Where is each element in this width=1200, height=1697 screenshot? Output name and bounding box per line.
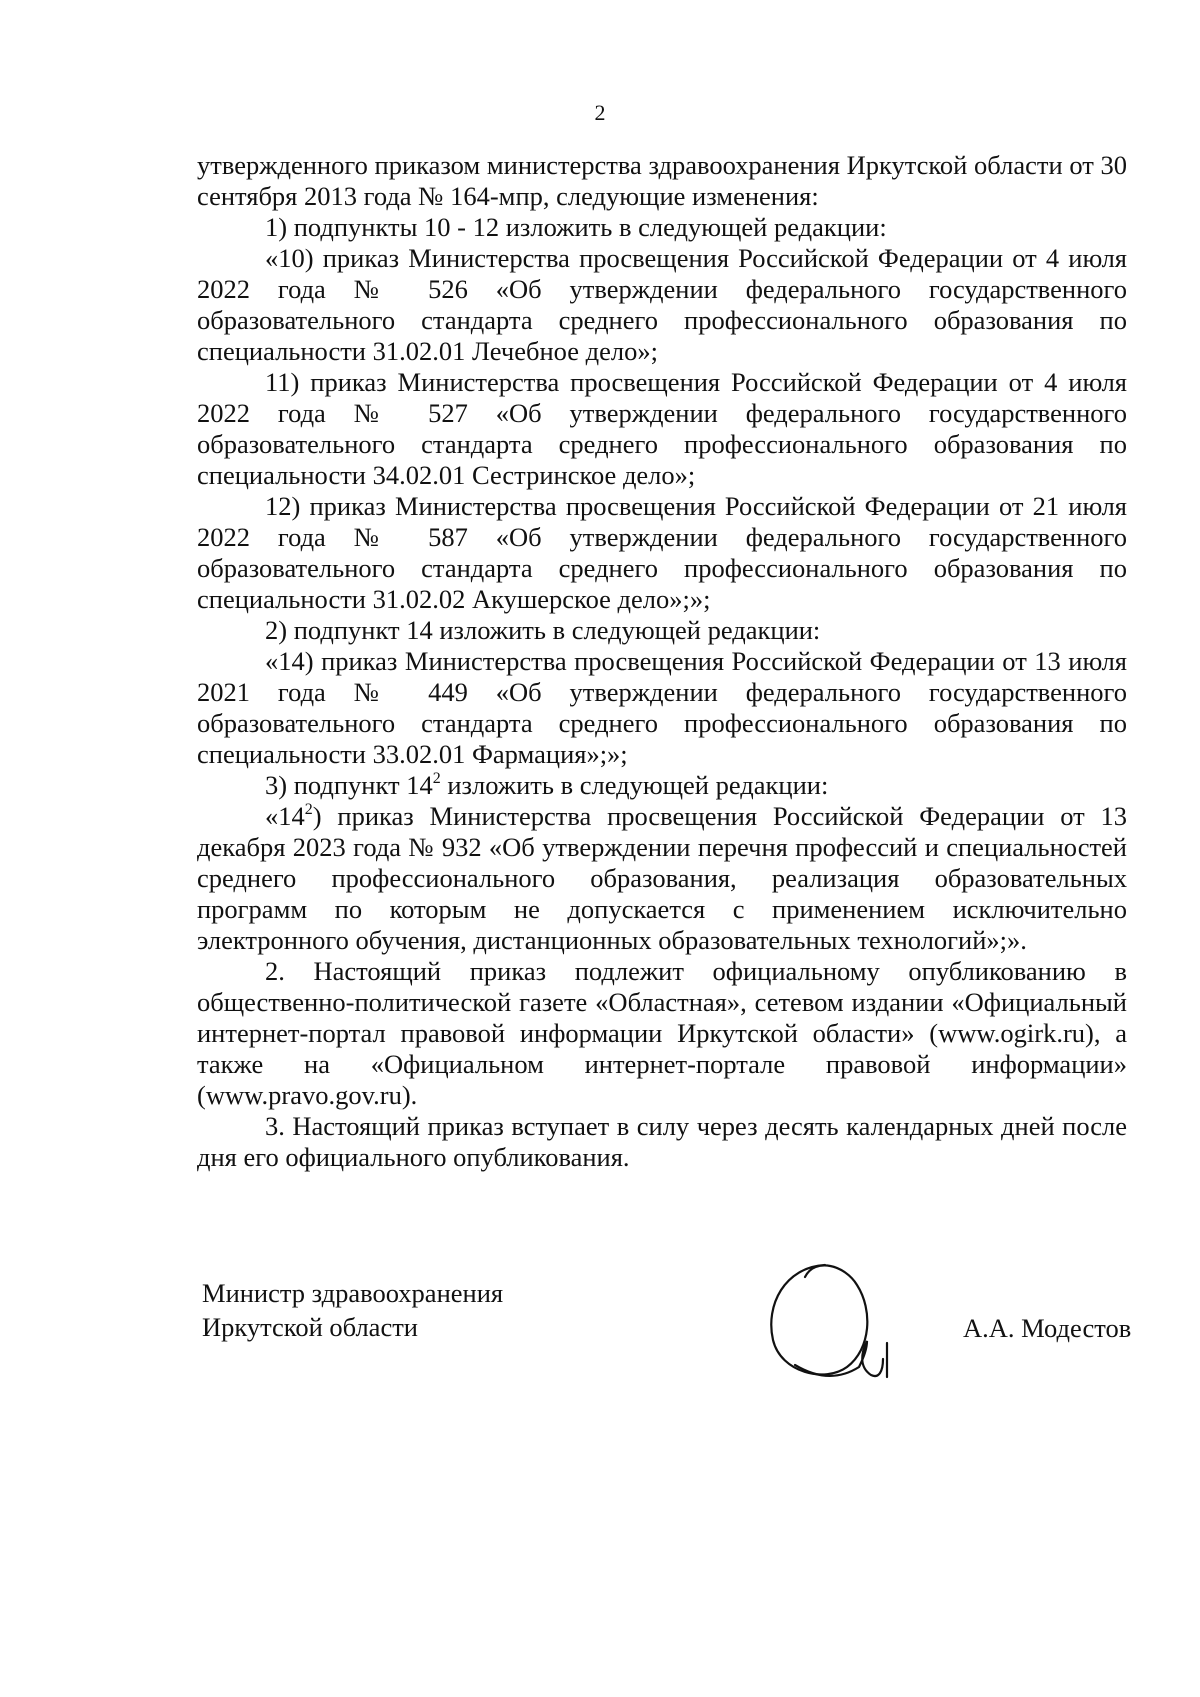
signatory-name: А.А. Модестов	[963, 1313, 1132, 1343]
paragraph-item-1: 1) подпункты 10 - 12 изложить в следующей редакции:	[265, 212, 887, 242]
text-run: «14	[265, 801, 305, 831]
text-run: ) приказ Министерства просвещения Российской Федерации от 13 декабря 2023 года № 932 «Об утверждении перечня профессий и специальностей среднего профессионального образования, реализация образовательных программ по которым не допускается с применением исключительно электронного обучения, дистанционных образовательных технологий»;».	[197, 801, 1127, 955]
text-run: 3) подпункт 14	[265, 770, 433, 800]
paragraph-item-3	[197, 770, 1127, 801]
position-line-2: Иркутской области	[202, 1312, 418, 1342]
position-line-1: Министр здравоохранения	[202, 1278, 504, 1308]
paragraph-item-2: 2) подпункт 14 изложить в следующей редакции:	[265, 615, 821, 645]
signature-stroke	[771, 1265, 867, 1374]
paragraph-subitem-14-2	[197, 801, 1127, 956]
paragraph-subitem-14: «14) приказ Министерства просвещения Российской Федерации от 13 июля 2021 года № 449 «Об утверждении федерального государственного образовательного стандарта среднего профессионального образования по специальности 33.02.01 Фармация»;»;	[197, 646, 1127, 769]
superscript: 2	[304, 801, 313, 818]
text-run: изложить в следующей редакции:	[440, 770, 829, 800]
page-number: 2	[594, 100, 606, 125]
paragraph-subitem-10: «10) приказ Министерства просвещения Российской Федерации от 4 июля 2022 года № 526 «Об утверждении федерального государственного образовательного стандарта среднего профессионального образования по специальности 31.02.01 Лечебное дело»;	[197, 243, 1127, 366]
paragraph-section-2: 2. Настоящий приказ подлежит официальному опубликованию в общественно-политической газете «Областная», сетевом издании «Официальный интернет-портал правовой информации Иркутской области» (www.ogirk.ru), а также на «Официальном интернет-портале правовой информации» (www.pravo.gov.ru).	[197, 956, 1127, 1110]
superscript: 2	[432, 770, 441, 787]
paragraph-section-3: 3. Настоящий приказ вступает в силу через десять календарных дней после дня его официального опубликования.	[197, 1111, 1127, 1172]
paragraph-subitem-11: 11) приказ Министерства просвещения Российской Федерации от 4 июля 2022 года № 527 «Об утверждении федерального государственного образовательного стандарта среднего профессионального образования по специальности 34.02.01 Сестринское дело»;	[197, 367, 1127, 490]
signatory-position	[202, 1276, 503, 1344]
handwritten-signature	[755, 1255, 915, 1395]
paragraph-subitem-12: 12) приказ Министерства просвещения Российской Федерации от 21 июля 2022 года № 587 «Об утверждении федерального государственного образовательного стандарта среднего профессионального образования по специальности 31.02.02 Акушерское дело»;»;	[197, 491, 1127, 614]
document-body	[197, 150, 1127, 1173]
paragraph-intro: утвержденного приказом министерства здравоохранения Иркутской области от 30 сентября 2013 года № 164-мпр, следующие изменения:	[197, 150, 1127, 211]
